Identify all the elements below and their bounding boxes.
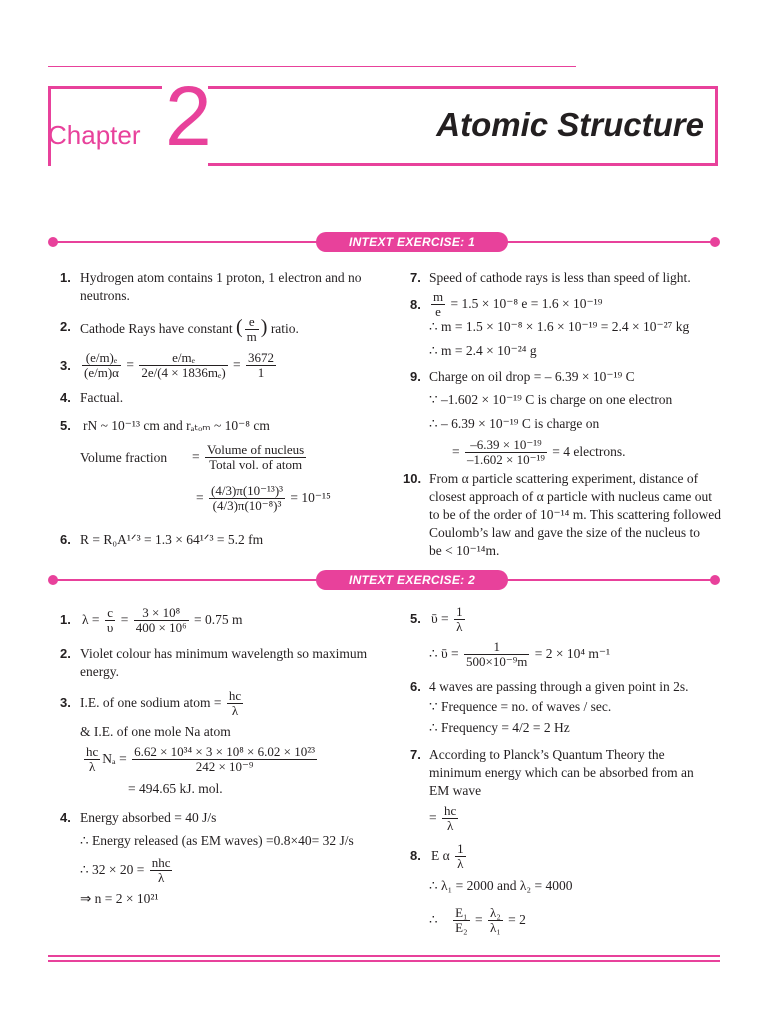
e2-q4-num: 4. — [60, 810, 71, 825]
e2-q8-num: 8. — [410, 848, 421, 863]
exercise-2-header — [48, 572, 720, 588]
e1-q8-line1: $\frac{m}{e}$ = 1.5 × 10⁻⁸ e = 1.6 × 10⁻¹⁹ — [433, 289, 603, 320]
e1-q6-text: R = R₀A¹ᐟ³ = 1.3 × 64¹ᐟ³ = 5.2 fm — [80, 532, 264, 547]
e1-q6-num: 6. — [60, 532, 71, 547]
e2-q1-num: 1. — [60, 612, 71, 627]
e2-q3-line1: I.E. of one sodium atom = $\frac{hc}{\lambda}$ — [80, 688, 242, 719]
e1-q10-line2: closest approach of α particle with nucleus came out — [429, 489, 712, 504]
e1-q3-equation: $\frac{\text{(e/m)ₑ}}{(e/m)\alpha}$ = $\frac{\text{e/mₑ}}{\text{2e/(4 × 1836mₑ)}}$ = $\frac{3672}{1}$ — [84, 350, 275, 381]
e2-q7-line1: According to Planck’s Quantum Theory the — [429, 747, 665, 762]
e2-q4-line1: Energy absorbed = 40 J/s — [80, 810, 217, 825]
e1-q9-num: 9. — [410, 369, 421, 384]
e1-q8-line3: ∴ m = 2.4 × 10⁻²⁴ g — [429, 343, 537, 358]
e1-q8-num: 8. — [410, 297, 421, 312]
e1-q1-num: 1. — [60, 270, 71, 285]
e2-q7-formula: = $\frac{hc}{\lambda}$ — [429, 803, 457, 834]
e1-q5-text: rN ~ 10⁻¹³ cm and rₐₜₒₘ ~ 10⁻⁸ cm — [83, 418, 270, 433]
e1-q10-line5: be < 10⁻¹⁴m. — [429, 543, 500, 558]
e2-q7-num: 7. — [410, 747, 421, 762]
e1-q10-line4: Coulomb’s law and gave the size of the nucleus to — [429, 525, 701, 540]
e1-q1-text: Hydrogen atom contains 1 proton, 1 electron and no — [80, 270, 362, 285]
e2-q7-line2: minimum energy which can be absorbed from an — [429, 765, 694, 780]
e2-q6-num: 6. — [410, 679, 421, 694]
e2-q4-line4: ⇒ n = 2 × 10²¹ — [80, 891, 159, 906]
e1-q5-vf-frac: = $\frac{\text{Volume of nucleus}}{\text{Total vol. of atom}}$ — [192, 442, 305, 473]
e2-q3-result: = 494.65 kJ. mol. — [128, 781, 223, 796]
e2-q3-equation: $\frac{hc}{\lambda}$ Nₐ = $\frac{\text{6.62 × 10³⁴ × 3 × 10⁸ × 6.02 × 10²³}}{\text{242 × 10⁻⁹}}$ — [86, 744, 316, 775]
e2-q3-num: 3. — [60, 695, 71, 710]
e2-q6-line1: 4 waves are passing through a given point in 2s. — [429, 679, 689, 694]
exercise-1-title: INTEXT EXERCISE: 1 — [316, 232, 508, 252]
e1-q5-vf-label: Volume fraction — [80, 450, 168, 465]
e2-q2-num: 2. — [60, 646, 71, 661]
e2-q8-line2: ∴ λ₁ = 2000 and λ₂ = 4000 — [429, 878, 573, 893]
chapter-title: Atomic Structure — [436, 106, 704, 143]
e1-q4-num: 4. — [60, 390, 71, 405]
footer-rule-bottom — [48, 960, 720, 962]
e1-q2-text: Cathode Rays have constant ( $\frac{e}{m}$ ) ratio. — [80, 314, 299, 345]
e2-q4-line3: ∴ 32 × 20 = $\frac{\text{nhc}}{\lambda}$ — [80, 855, 171, 886]
e1-q5-num: 5. — [60, 418, 71, 433]
e2-q5-line2: ∴ ῡ = $\frac{1}{\text{500×10⁻⁹m}}$ = 2 × 10⁴ m⁻¹ — [429, 639, 611, 670]
e1-q10-line3: to be of the order of 10⁻¹⁴ m. This scattering followed — [429, 507, 721, 522]
e2-q8-line1: E α $\frac{1}{\lambda}$ — [431, 841, 464, 872]
e2-q5-line1: ῡ = $\frac{1}{\lambda}$ — [431, 604, 463, 635]
e1-q5-ratio: = $\frac{\text{(4/3)π(10⁻¹³)³}}{\text{(4/3)π(10⁻⁸)³}}$ = 10⁻¹⁵ — [196, 483, 331, 514]
e2-q8-line3: ∴ $\frac{\text{E₁}}{\text{E₂}}$ = $\frac{\text{λ₂}}{\text{λ₁}}$ = 2 — [429, 905, 526, 936]
e1-q1-text2: neutrons. — [80, 288, 130, 303]
exercise-2-title: INTEXT EXERCISE: 2 — [316, 570, 508, 590]
e1-q9-line1: Charge on oil drop = – 6.39 × 10⁻¹⁹ C — [429, 369, 635, 384]
e1-q2-num: 2. — [60, 319, 71, 334]
e1-q10-line1: From α particle scattering experiment, distance of — [429, 471, 699, 486]
e2-q7-line3: EM wave — [429, 783, 482, 798]
e1-q7-text: Speed of cathode rays is less than speed of light. — [429, 270, 691, 285]
e1-q3-num: 3. — [60, 358, 71, 373]
e1-q9-result: = $\frac{\text{–6.39 × 10⁻¹⁹}}{\text{–1.602 × 10⁻¹⁹}}$ = 4 electrons. — [452, 437, 626, 468]
e1-q9-line3: ∴ – 6.39 × 10⁻¹⁹ C is charge on — [429, 416, 600, 431]
e2-q3-line2: & I.E. of one mole Na atom — [80, 724, 231, 739]
e2-q2-line1: Violet colour has minimum wavelength so maximum — [80, 646, 368, 661]
e1-q8-line2: ∴ m = 1.5 × 10⁻⁸ × 1.6 × 10⁻¹⁹ = 2.4 × 10⁻²⁷ kg — [429, 319, 690, 334]
e1-q4-text: Factual. — [80, 390, 124, 405]
e1-q10-num: 10. — [403, 471, 422, 486]
chapter-label: Chapter — [48, 120, 141, 150]
header-rule — [48, 66, 576, 67]
e2-q1-equation: λ = $\frac{c}{\upsilon}$ = $\frac{\text{3 × 10⁸}}{\text{400 × 10⁶}}$ = 0.75 m — [82, 605, 243, 636]
chapter-number: 2 — [165, 69, 212, 163]
e2-q6-line3: ∴ Frequency = 4/2 = 2 Hz — [429, 720, 570, 735]
e1-q7-num: 7. — [410, 270, 421, 285]
e1-q9-line2: ∵ –1.602 × 10⁻¹⁹ C is charge on one electron — [429, 392, 673, 407]
e2-q2-line2: energy. — [80, 664, 119, 679]
e2-q4-line2: ∴ Energy released (as EM waves) =0.8×40= 32 J/s — [80, 833, 354, 848]
footer-rule-top — [48, 955, 720, 957]
e2-q6-line2: ∵ Frequence = no. of waves / sec. — [429, 699, 612, 714]
e2-q5-num: 5. — [410, 611, 421, 626]
exercise-1-header — [48, 234, 720, 250]
